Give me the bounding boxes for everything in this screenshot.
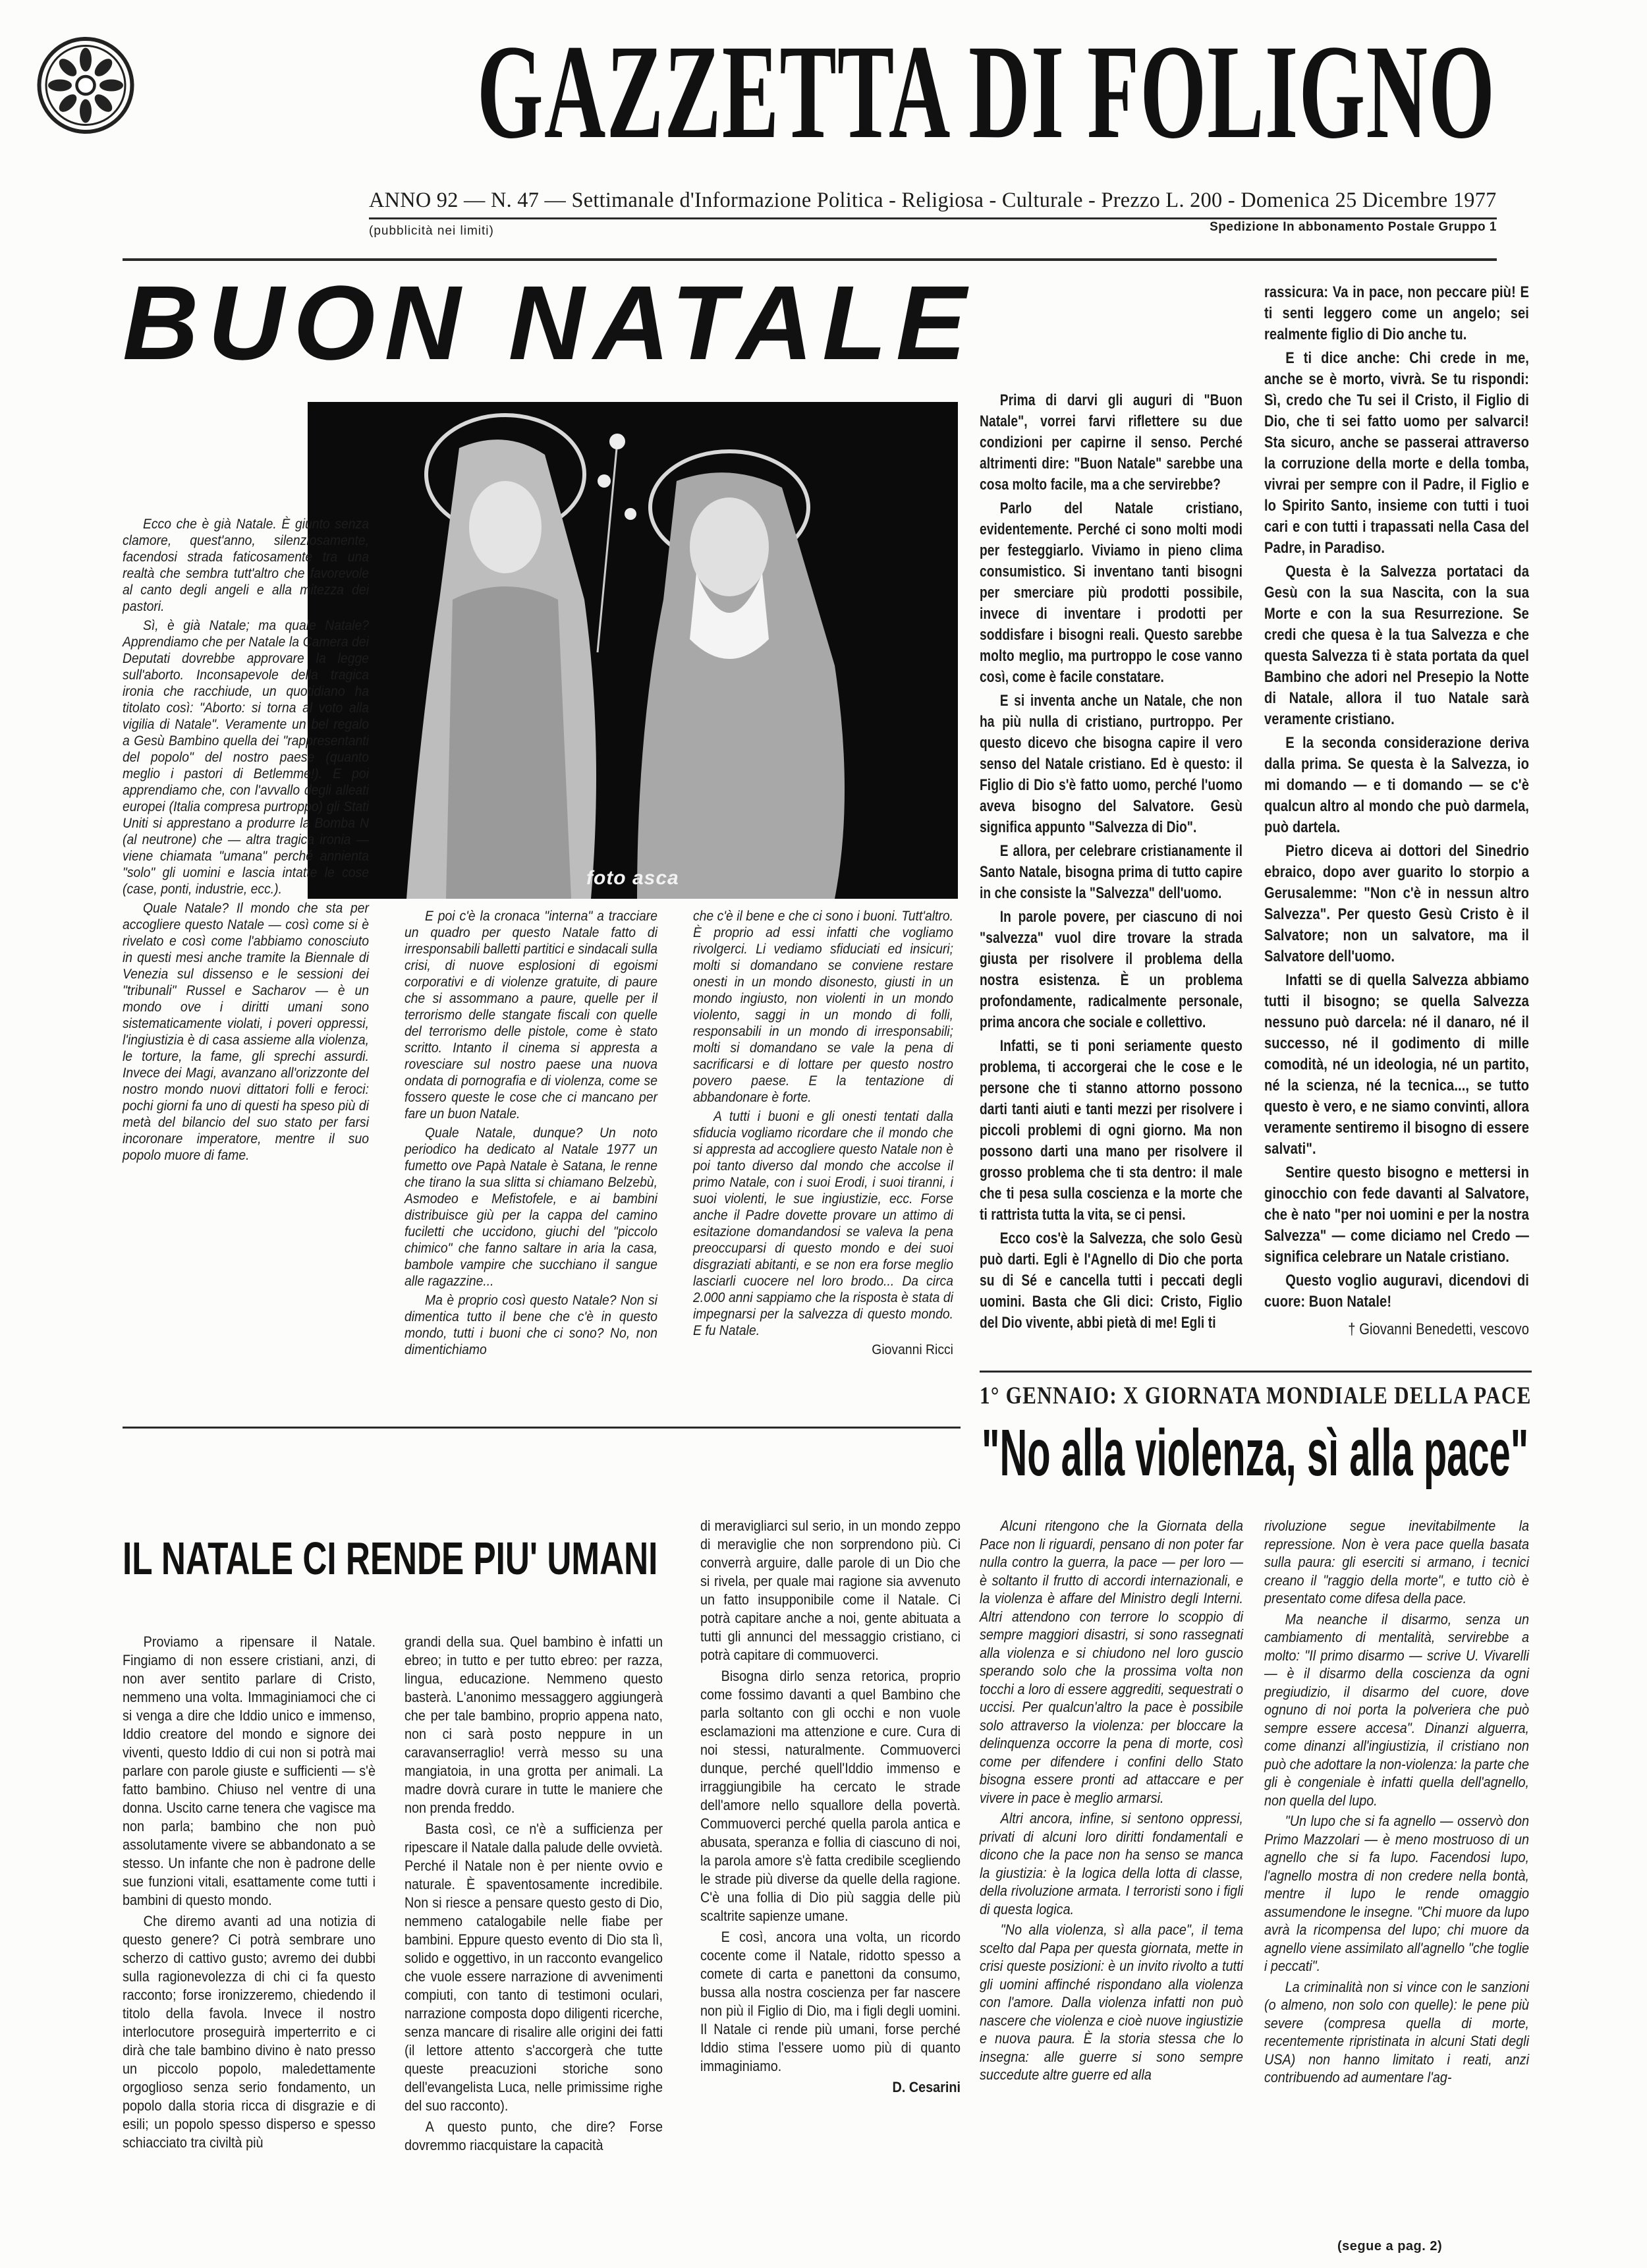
paragraph: La criminalità non si vince con le sanzioni (o almeno, non solo con quelle): le pene più severe (compresa quella di morte, recentemente ripristinata in alcuni Stati degli USA) non hanno limitato i reati, anzi contribuendo ad aumentare l'ag-: [1264, 1978, 1529, 2085]
paragraph: Ma neanche il disarmo, senza un cambiamento di mentalità, servirebbe a molto: "Il primo disarmo — scrive U. Vivarelli — è il disarmo della coscienza da ogni pregiudizio, il disarmo del cuore, dove ognuno di noi porta la polveriera che può sempre essere accesa". Dinanzi alguerra, come dinanzi all'ingiustizia, il cristiano non può che adottare la non-violenza: la parte che gli è congeniale è infatti quella dell'agnello, non quella del lupo.: [1264, 1610, 1529, 1809]
article-column-1: [123, 1633, 376, 2155]
issue-info-line: ANNO 92 — N. 47 — Settimanale d'Informazione Politica - Religiosa - Culturale - Prezzo L. 200 - Domenica 25 Dicembre 1977: [369, 188, 1497, 212]
paragraph: Basta così, ce n'è a sufficienza per ripescare il Natale dalla palude delle ovvietà. Perché il Natale non è per niente ovvio e naturale. È spaventosamente incredibile. Non si riesce a pensare questo gesto di Dio, nemmeno catalogabile nelle fiabe per bambini. Eppure questo evento di Dio sta lì, solido e oggettivo, in un racconto evangelico che vuole essere narrazione di avvenimenti compiuti, con tanto di testimoni oculari, narrazione composta dopo diligenti ricerche, senza mancare di risalire alle origini dei fatti (il lettore attento s'accorgerà che tutte queste preacuzioni storiche sono dell'evangelista Luca, nelle primissime righe del suo racconto).: [405, 1821, 663, 2114]
paragraph: Proviamo a ripensare il Natale. Fingiamo di non essere cristiani, anzi, di non aver sentito parlare di Cristo, nemmeno una volta. Immaginiamoci che ci si venga a dire che Iddio unico e immenso, Iddio creatore del mondo e signore dei viventi, questo Iddio di cui non si potrà mai parlare con parole giuste e sufficienti — s'è fatto bambino. Chiuso nel ventre di una donna. Uscito carne tenera che vagisce ma non parla; bambino che non può assolutamente vivere se abbandonato a se stesso. Un infante che non è padrone delle sue funzioni vitali, esattamente come tutti i bambini di questo mondo.: [123, 1633, 376, 1908]
paragraph: E allora, per celebrare cristianamente il Santo Natale, bisogna prima di tutto capire in che consiste la "Salvezza" dell'uomo.: [980, 842, 1242, 902]
bishop-message-column-2: [1264, 282, 1529, 1340]
paragraph: Parlo del Natale cristiano, evidentemente. Perché ci sono molti modi per festeggiarlo. Viviamo in pieno clima consumistico. Si inventano tanti bisogni per smerciare più prodotti possibile, invece di inventare i prodotti per soddisfare i bisogni reali. Questo sarebbe molto meglio, ma purtroppo le cose vanno così, come è facile constatare.: [980, 499, 1242, 686]
paragraph: Quale Natale? Il mondo che sta per accogliere questo Natale — così come si è rivelato e così come l'abbiamo conosciuto in questi mesi anche tramite la Biennale di Venezia sul dissenso e le sessioni dei "tribunali" Russel e Sacharov — è un mondo ove i diritti umani sono sistematicamente violati, i poveri oppressi, l'ingiustizia è di casa assieme alla violenza, le torture, la fame, gli sprechi assurdi. Invece dei Magi, avanzano all'orizzonte del nostro mondo nuovi dittatori folli e feroci: pochi giorni fa uno di questi ha speso più di metà del bilancio del suo stato per farsi incoronare imperatore, mentre il suo popolo muore di fame.: [123, 900, 369, 1163]
editorial-column-3-text: [693, 908, 953, 1339]
advert-note: (pubblicità nei limiti): [369, 224, 494, 238]
article-headline: IL NATALE CI RENDE PIU' UMANI: [123, 1533, 658, 1584]
continued-note: (segue a pag. 2): [1337, 2239, 1443, 2254]
paragraph: Ma è proprio così questo Natale? Non si dimentica tutto il bene che c'è in questo mondo, tutti i buoni che ci sono? No, non dimentichiamo: [405, 1292, 657, 1357]
peace-headline: "No alla violenza, sì alla pace": [982, 1416, 1529, 1490]
editorial-column-3: [693, 908, 953, 1358]
main-headline: BUON NATALE: [123, 264, 976, 382]
editorial-column-2: [405, 908, 657, 1361]
bishop-signature: † Giovanni Benedetti, vescovo: [1348, 1320, 1529, 1338]
paragraph: In parole povere, per ciascuno di noi "salvezza" vuol dire trovare la strada giusta per risolvere il problema della nostra esistenza. È un problema profondamente, radicalmente personale, prima ancora che sociale e collettivo.: [980, 908, 1242, 1031]
paragraph: Che diremo avanti ad una notizia di questo genere? Ci potrà sembrare uno scherzo di cattivo gusto; avremo dei dubbi sulla ragionevolezza di chi ci fa questo racconto; forse ironizzeremo, chiedendo il titolo della favola. Invece il nostro interlocutore proseguirà imperterrito e ci dirà che tale bambino divino è nato presso un piccolo popolo, maledettamente orgoglioso senza serio fondamento, un popolo dalla storia ricca di disgrazie e di esili; un popolo spesso disperso e spesso schiacciato tra civiltà più: [123, 1913, 376, 2151]
photo-credit: foto asca: [586, 867, 679, 889]
paragraph: E poi c'è la cronaca "interna" a tracciare un quadro per questo Natale fatto di irresponsabili balletti partitici e sindacali sulla crisi, di nuove esplosioni di egoismi corporativi e di violenze gratuite, di paure che si assommano a paure, quelle per il terrorismo delle stangate fiscali con quelle del terrorismo delle pistole, come è stato scritto. Intanto il cinema si appresta a rovesciare sul nostro paese una nuova ondata di pornografia e di violenza, come se fossero queste le cose che ci mancano per fare un buon Natale.: [405, 908, 657, 1121]
paragraph: Questa è la Salvezza portataci da Gesù con la sua Nascita, con la sua Morte e con la sua Resurrezione. Se credi che quesa è la tua Salvezza e che questa Salvezza ti è stata portata da quel Bambino che adori nel Presepio la Notte di Natale, allora il tuo Natale sarà veramente cristiano.: [1264, 563, 1529, 728]
paragraph: Altri ancora, infine, si sentono oppressi, privati di alcuni loro diritti fondamentali e dicono che la pace non ha senso se manca la giustizia: è la logica della lotta di classe, della rivoluzione armata. I terroristi sono i figli di questa logica.: [980, 1810, 1243, 1917]
paragraph: Ecco che è già Natale. È giunto senza clamore, quest'anno, silenziosamente, facendosi strada faticosamente tra una realtà che sembra tutt'altro che favorevole al canto degli angeli e alla mitezza dei pastori.: [123, 516, 369, 614]
paragraph: che c'è il bene e che ci sono i buoni. Tutt'altro. È proprio ad essi infatti che vogliamo rivolgerci. Li vediamo sfiduciati ed insicuri; molti si domandano se conviene restare onesti in un mondo disonesto, giusti in un mondo ingiusto, non violenti in un mondo violento, saggi in un mondo di folli, responsabili in un mondo di irresponsabili; molti si domandano se vale la pena di sacrificarsi e di lottare per questo nostro povero paese. E la tentazione di abbandonare è forte.: [693, 908, 953, 1105]
article-author: D. Cesarini: [892, 2079, 961, 2095]
paragraph: "No alla violenza, sì alla pace", il tema scelto dal Papa per questa giornata, mette in crisi queste posizioni: è un invito rivolto a tutti gli uomini affinché rispondano alla violenza con l'amore. Dalla violenza infatti non può nascere che violenza e cioè nuove ingiustizie e nuova paura. È la storia stessa che lo insegna: alle guerre si sono sempre succedute altre guerre ed alla: [980, 1921, 1243, 2083]
paragraph: E ti dice anche: Chi crede in me, anche se è morto, vivrà. Se tu rispondi: Sì, credo che Tu sei il Cristo, il Figlio di Dio, che ti sei fatto uomo per salvarci! Sta sicuro, anche se passerai attraverso la corruzione della morte e della tomba, vivrai per sempre con il Padre, il Figlio e lo Spirito Santo, insieme con tutti i tuoi cari e con tutti i trapassati nella Casa del Padre, in Paradiso.: [1264, 349, 1529, 557]
rosette-logo-icon: [36, 34, 135, 136]
paragraph: A tutti i buoni e gli onesti tentati dalla sfiducia vogliamo ricordare che il mondo che si appresta ad accogliere questo Natale non è poi tanto diverso dal mondo che accolse il primo Natale, con i suoi Erodi, i suoi tiranni, i suoi violenti, le sue ingiustizie, ecc. Forse anche il Padre dovette provare un attimo di esitazione domandandosi se valeva la pena preoccuparsi di questo mondo e dei suoi disgraziati abitanti, e se non era forse meglio lasciarli cuocere nel loro brodo... Da circa 2.000 anni sappiamo che la risposta è stata di impegnarsi per la salvezza di questo mondo. E fu Natale.: [693, 1108, 953, 1338]
bishop-message-column-1: [980, 390, 1242, 1336]
paragraph: Questo voglio auguravi, dicendovi di cuore: Buon Natale!: [1264, 1272, 1529, 1311]
paragraph: Ecco cos'è la Salvezza, che solo Gesù può darti. Egli è l'Agnello di Dio che porta su di Sé e cancella tutti i peccati degli uomini. Basta che Gli dici: Cristo, Figlio del Dio vivente, abbi pietà di me! Egli ti: [980, 1230, 1242, 1332]
article-column-2: [405, 1633, 663, 2157]
peace-column-1: [980, 1517, 1243, 2087]
paragraph: "Un lupo che si fa agnello — osservò don Primo Mazzolari — è meno mostruoso di un agnello che si fa lupo. Facendosi lupo, l'agnello mostra di non credere nella bontà, mentre il lupo le rende omaggio assumendone le insegne. "Chi muore da lupo avrà la ricompensa del lupo; chi muore da agnello viene assimilato all'agnello "che toglie i peccati".: [1264, 1813, 1529, 1974]
paragraph: grandi della sua. Quel bambino è infatti un ebreo; in tutto e per tutto ebreo: per razza, lingua, educazione. Nemmeno questo basterà. L'anonimo messaggero aggiungerà che per tale bambino, proprio appena nato, non ci sarà posto neppure in un caravanserraglio! verrà messo su una mangiatoia, in una grotta per animali. La madre dovrà curare in tutte le maniere che non prenda freddo.: [405, 1633, 663, 1816]
paragraph: Infatti, se ti poni seriamente questo problema, ti accorgerai che le cose e le persone che ti stanno attorno possono darti tanti aiuti e tanti mezzi per risolvere i piccoli problemi di ogni giorno. Ma non possono darti una mano per risolvere il grosso problema che ti sta dentro: il male che ti pesa sulla coscienza e la morte che ti rattrista tutta la vita, se ci pensi.: [980, 1037, 1242, 1224]
editorial-author: Giovanni Ricci: [872, 1342, 953, 1357]
paragraph: Prima di darvi gli auguri di "Buon Natale", vorrei farvi riflettere su due condizioni per capirne il senso. Perché altrimenti dire: "Buon Natale" sarebbe una cosa molto facile, ma a che servirebbe?: [980, 391, 1242, 494]
nativity-photo: [308, 402, 958, 899]
paragraph: A questo punto, che dire? Forse dovremmo riacquistare la capacità: [405, 2118, 663, 2153]
article-column-3-text: [700, 1517, 961, 2076]
paragraph: E si inventa anche un Natale, che non ha più nulla di cristiano, purtroppo. Per questo dicevo che bisogna capire il vero senso del Natale cristiano. Ed è questo: il Figlio di Dio s'è fatto uomo, perché l'uomo aveva bisogno del Salvatore. Gesù significa appunto "Salvezza di Dio".: [980, 692, 1242, 836]
paragraph: Bisogna dirlo senza retorica, proprio come fossimo davanti a quel Bambino che parla soltanto con gli occhi e non vuole esclamazioni ma attenzione e cure. Cura di noi stessi, naturalmente. Commuoverci dunque, perché quell'Iddio immenso e irraggiungibile ha cercato le strade dell'amore nello squallore della povertà. Commuoverci perché quella parola antica e abusata, speranza e follia di ciascuno di noi, la parola amore s'è fatta credibile scegliendo le strade più diverse da quelle della ragione. C'è una follia di Dio più saggia delle più scaltrite sapienze umane.: [700, 1668, 961, 1924]
divider: [123, 258, 1497, 261]
paragraph: Sentire questo bisogno e mettersi in ginocchio con fede davanti al Salvatore, che è nato "per noi uomini e per la nostra Salvezza" — come diciamo nel Credo — significa celebrare un Natale cristiano.: [1264, 1164, 1529, 1266]
paragraph: rivoluzione segue inevitabilmente la repressione. Non è vera pace quella basata sulla paura: gli eserciti si armano, i tecnici creano il "raggio della morte", e tutto ciò è presentato come difesa della pace.: [1264, 1517, 1529, 1606]
divider: [980, 1371, 1532, 1373]
paragraph: E la seconda considerazione deriva dalla prima. Se questa è la Salvezza, io mi domando — e ti domando — se c'è qualcun altro al mondo che può darmela, può dartela.: [1264, 734, 1529, 836]
editorial-column-1: [123, 516, 369, 1166]
divider: [369, 217, 1497, 219]
paragraph: Infatti se di quella Salvezza abbiamo tutti il bisogno; se quella Salvezza nessuno può darcela: né il danaro, né il successo, né il godimento di mille comodità, né un ideologia, né un partito, né la scienza, né la tecnica..., se tutto questo è vero, e ne siamo convinti, allora veramente sentiremo il bisogno di essere salvati".: [1264, 971, 1529, 1158]
peace-column-2: [1264, 1517, 1529, 2089]
paragraph: rassicura: Va in pace, non peccare più! E ti senti leggero come un angelo; sei realmente figlio di Dio anche tu.: [1264, 283, 1529, 343]
article-column-3: [700, 1517, 961, 2097]
paragraph: Quale Natale, dunque? Un noto periodico ha dedicato al Natale 1977 un fumetto ove Papà Natale è Satana, le renne che tirano la sua slitta si chiamano Belzebù, Asmodeo e Mefistofele, e ai bambini distribuisce giù per la cappa del camino fuciletti che uccidono, giuchi del "piccolo chimico" che fanno saltare in aria la casa, bambole vampire che succhiano il sangue alle ragazzine...: [405, 1125, 657, 1289]
peace-kicker: 1° GENNAIO: X GIORNATA MONDIALE DELLA PACE: [980, 1382, 1532, 1409]
paragraph: E così, ancora una volta, un ricordo cocente come il Natale, ridotto spesso a comete di carta e panettoni da consumo, bussa alla nostra coscienza per far nascere non più il Figlio di Dio, ma i figli degli uomini. Il Natale ci rende più umani, forse perché Iddio stima l'essere uomo più di quanto immaginiamo.: [700, 1929, 961, 2074]
bishop-message-text: [1264, 282, 1529, 1313]
postal-note: Spedizione In abbonamento Postale Gruppo 1: [1210, 220, 1497, 234]
paragraph: Pietro diceva ai dottori del Sinedrio ebraico, dopo aver guarito lo storpio a Gerusalemme: "Non c'è in nessun altro Salvezza". Per questo Gesù Cristo è il Salvatore; non un salvatore, ma il Salvatore dell'uomo.: [1264, 842, 1529, 965]
divider: [123, 1427, 961, 1429]
paragraph: Sì, è già Natale; ma quale Natale? Apprendiamo che per Natale la Camera dei Deputati dovrebbe approvare la legge sull'aborto. Inconsapevole della tragica ironia che racchiude, un quotidiano ha titolato così: "Aborto: si torna al voto alla vigilia di Natale". Veramente un bel regalo a Gesù Bambino quella dei "rappresentanti del popolo" del nostro paese (quanto meglio i pastori di Betlemme!). E poi apprendiamo che, con l'avvallo degli alleati europei (Italia compresa purtroppo) gli Stati Uniti si apprestano a produrre la Bomba N (al neutrone) che — altra tragica ironia — viene chiamata "umana" perché annienta "solo" gli uomini e lascia intatte le cose (case, ponti, industrie, ecc.).: [123, 617, 369, 897]
paragraph: di meravigliarci sul serio, in un mondo zeppo di meraviglie che non sorprendono più. Ci converrà arguire, dalle parole di un Dio che si rivela, per quale mai ragione sia avvenuto un fatto insupponibile come il Natale. Ci potrà capitare anche a noi, gente abituata a tutti gli annunci del messaggio cristiano, ci potrà capitare di commuoverci.: [700, 1517, 961, 1663]
newspaper-title: GAZZETTA DI FOLIGNO: [477, 17, 1496, 167]
paragraph: Alcuni ritengono che la Giornata della Pace non li riguardi, pensano di non poter far nulla contro la guerra, la pace — per loro — è soltanto il frutto di accordi internazionali, e la violenza è affare del Ministro degli Interni. Altri attendono con terrore lo scoppio di sempre maggiori disastri, si sono rassegnati alla violenza e si chiudono nel loro guscio sperando solo che la prossima volta non tocchi a loro di essere aggrediti, sequestrati o uccisi. Per qualcun'altro la pace è possibile solo attraverso la violenza: per bloccare la delinquenza occorre la pena di morte, così come per difendere i confini dello Stato bisogna essere pronti ad attaccare e per vivere in pace è meglio armarsi.: [980, 1517, 1243, 1806]
